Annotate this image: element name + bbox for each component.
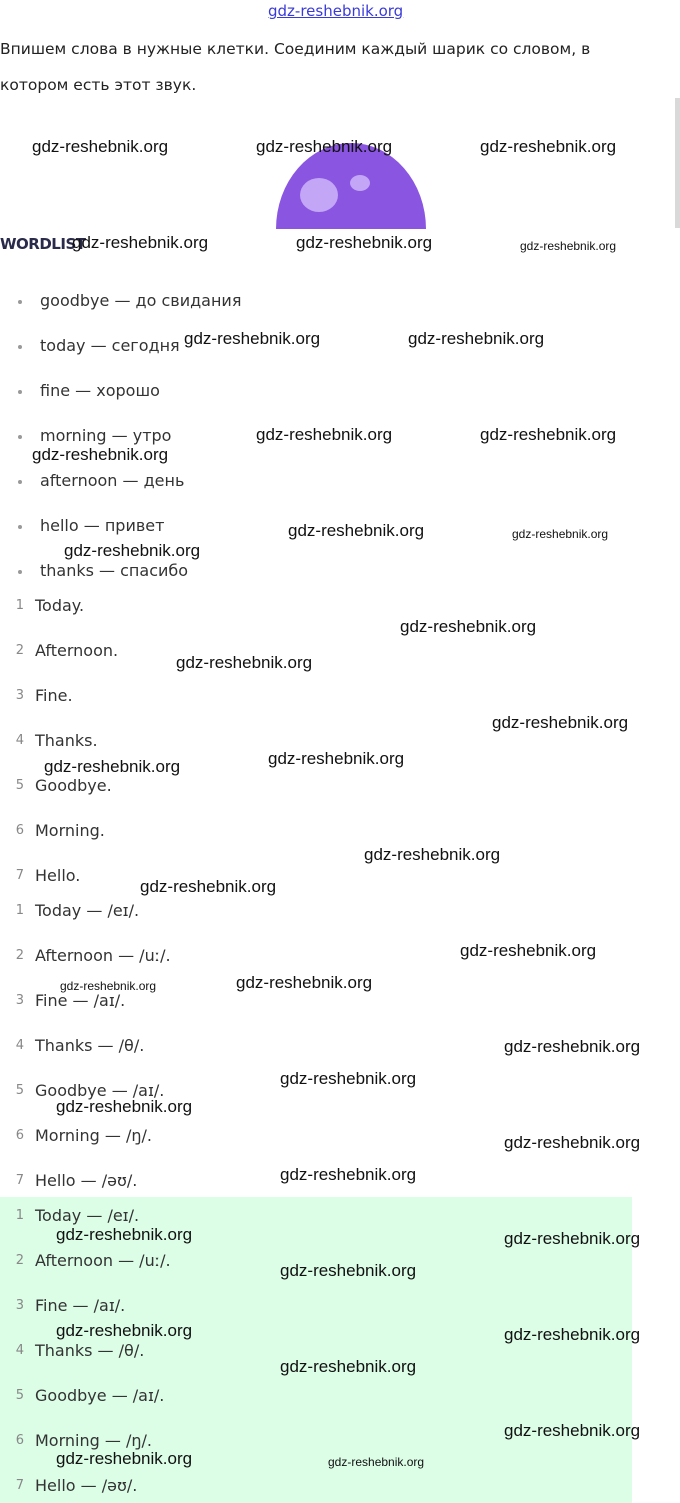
list-number: 3	[15, 993, 24, 1008]
list-item: fine — хорошо	[40, 381, 160, 400]
watermark: gdz-reshebnik.org	[256, 425, 393, 444]
watermark: gdz-reshebnik.org	[504, 1421, 641, 1440]
watermark: gdz-reshebnik.org	[72, 233, 209, 252]
list-item: Today — /eɪ/.	[35, 901, 140, 920]
list-number: 7	[15, 1173, 24, 1188]
list-item: Morning — /ŋ/.	[35, 1126, 152, 1145]
list-number: 6	[15, 1433, 24, 1448]
watermark: gdz-reshebnik.org	[64, 541, 201, 560]
list-number: 7	[15, 868, 24, 883]
list-item: Thanks — /θ/.	[35, 1036, 145, 1055]
watermark: gdz-reshebnik.org	[512, 527, 609, 541]
list-item: today — сегодня	[40, 336, 180, 355]
watermark: gdz-reshebnik.org	[184, 329, 321, 348]
watermark: gdz-reshebnik.org	[296, 233, 433, 252]
list-item: Afternoon — /uː/.	[35, 1251, 171, 1270]
watermark: gdz-reshebnik.org	[520, 239, 617, 253]
list-number: 4	[15, 1343, 24, 1358]
list-item: Goodbye — /aɪ/.	[35, 1386, 165, 1405]
watermark: gdz-reshebnik.org	[280, 1165, 417, 1184]
watermark: gdz-reshebnik.org	[364, 845, 501, 864]
list-number: 4	[15, 1038, 24, 1053]
list-item: Afternoon — /uː/.	[35, 946, 171, 965]
watermark: gdz-reshebnik.org	[256, 137, 393, 156]
watermark: gdz-reshebnik.org	[400, 617, 537, 636]
list-number: 1	[15, 598, 24, 613]
bullet-icon	[18, 345, 22, 349]
watermark: gdz-reshebnik.org	[44, 757, 181, 776]
list-item: Hello — /əʊ/.	[35, 1476, 138, 1495]
list-item: Hello.	[35, 866, 81, 885]
list-item: Today.	[35, 596, 85, 615]
bullet-icon	[18, 480, 22, 484]
watermark: gdz-reshebnik.org	[268, 749, 405, 768]
bullet-icon	[18, 300, 22, 304]
list-number: 6	[15, 823, 24, 838]
watermark: gdz-reshebnik.org	[56, 1225, 193, 1244]
list-item: Afternoon.	[35, 641, 119, 660]
watermark: gdz-reshebnik.org	[288, 521, 425, 540]
watermark: gdz-reshebnik.org	[280, 1069, 417, 1088]
watermark: gdz-reshebnik.org	[408, 329, 545, 348]
watermark: gdz-reshebnik.org	[32, 137, 169, 156]
list-number: 5	[15, 778, 24, 793]
list-number: 2	[15, 1253, 24, 1268]
list-number: 1	[15, 903, 24, 918]
watermark: gdz-reshebnik.org	[504, 1037, 641, 1056]
watermark: gdz-reshebnik.org	[460, 941, 597, 960]
list-number: 1	[15, 1208, 24, 1223]
list-number: 6	[15, 1128, 24, 1143]
bullet-icon	[18, 525, 22, 529]
site-link[interactable]: gdz-reshebnik.org	[268, 2, 404, 20]
watermark: gdz-reshebnik.org	[236, 973, 373, 992]
bullet-icon	[18, 570, 22, 574]
list-item: thanks — спасибо	[40, 561, 189, 580]
watermark: gdz-reshebnik.org	[56, 1097, 193, 1116]
bullet-icon	[18, 435, 22, 439]
list-item: Morning.	[35, 821, 105, 840]
list-number: 3	[15, 688, 24, 703]
list-item: morning — утро	[40, 426, 172, 445]
watermark: gdz-reshebnik.org	[492, 713, 629, 732]
list-item: hello — привет	[40, 516, 165, 535]
watermark: gdz-reshebnik.org	[504, 1229, 641, 1248]
list-item: afternoon — день	[40, 471, 185, 490]
intro-text: Впишем слова в нужные клетки. Соединим каждый шарик со словом, в котором есть этот звук.	[0, 40, 591, 94]
bullet-icon	[18, 390, 22, 394]
watermark: gdz-reshebnik.org	[504, 1325, 641, 1344]
list-number: 5	[15, 1083, 24, 1098]
list-item: Goodbye.	[35, 776, 112, 795]
watermark: gdz-reshebnik.org	[480, 137, 617, 156]
list-item: Thanks — /θ/.	[35, 1341, 145, 1360]
list-number: 2	[15, 948, 24, 963]
list-item: Thanks.	[35, 731, 98, 750]
list-item: goodbye — до свидания	[40, 291, 242, 310]
list-item: Fine — /aɪ/.	[35, 1296, 126, 1315]
watermark: gdz-reshebnik.org	[328, 1455, 425, 1469]
watermark: gdz-reshebnik.org	[60, 979, 157, 993]
list-item: Fine — /aɪ/.	[35, 991, 126, 1010]
wordlist-title: WORDLIST	[0, 235, 86, 253]
scrollbar[interactable]	[675, 98, 680, 228]
list-number: 5	[15, 1388, 24, 1403]
watermark: gdz-reshebnik.org	[504, 1133, 641, 1152]
list-number: 3	[15, 1298, 24, 1313]
watermark: gdz-reshebnik.org	[280, 1357, 417, 1376]
watermark: gdz-reshebnik.org	[280, 1261, 417, 1280]
watermark: gdz-reshebnik.org	[140, 877, 277, 896]
watermark: gdz-reshebnik.org	[480, 425, 617, 444]
list-item: Today — /eɪ/.	[35, 1206, 140, 1225]
list-number: 2	[15, 643, 24, 658]
watermark: gdz-reshebnik.org	[56, 1321, 193, 1340]
list-item: Goodbye — /aɪ/.	[35, 1081, 165, 1100]
list-item: Hello — /əʊ/.	[35, 1171, 138, 1190]
watermark: gdz-reshebnik.org	[32, 445, 169, 464]
list-item: Fine.	[35, 686, 73, 705]
list-number: 4	[15, 733, 24, 748]
watermark: gdz-reshebnik.org	[176, 653, 313, 672]
watermark: gdz-reshebnik.org	[56, 1449, 193, 1468]
list-item: Morning — /ŋ/.	[35, 1431, 152, 1450]
list-number: 7	[15, 1478, 24, 1493]
